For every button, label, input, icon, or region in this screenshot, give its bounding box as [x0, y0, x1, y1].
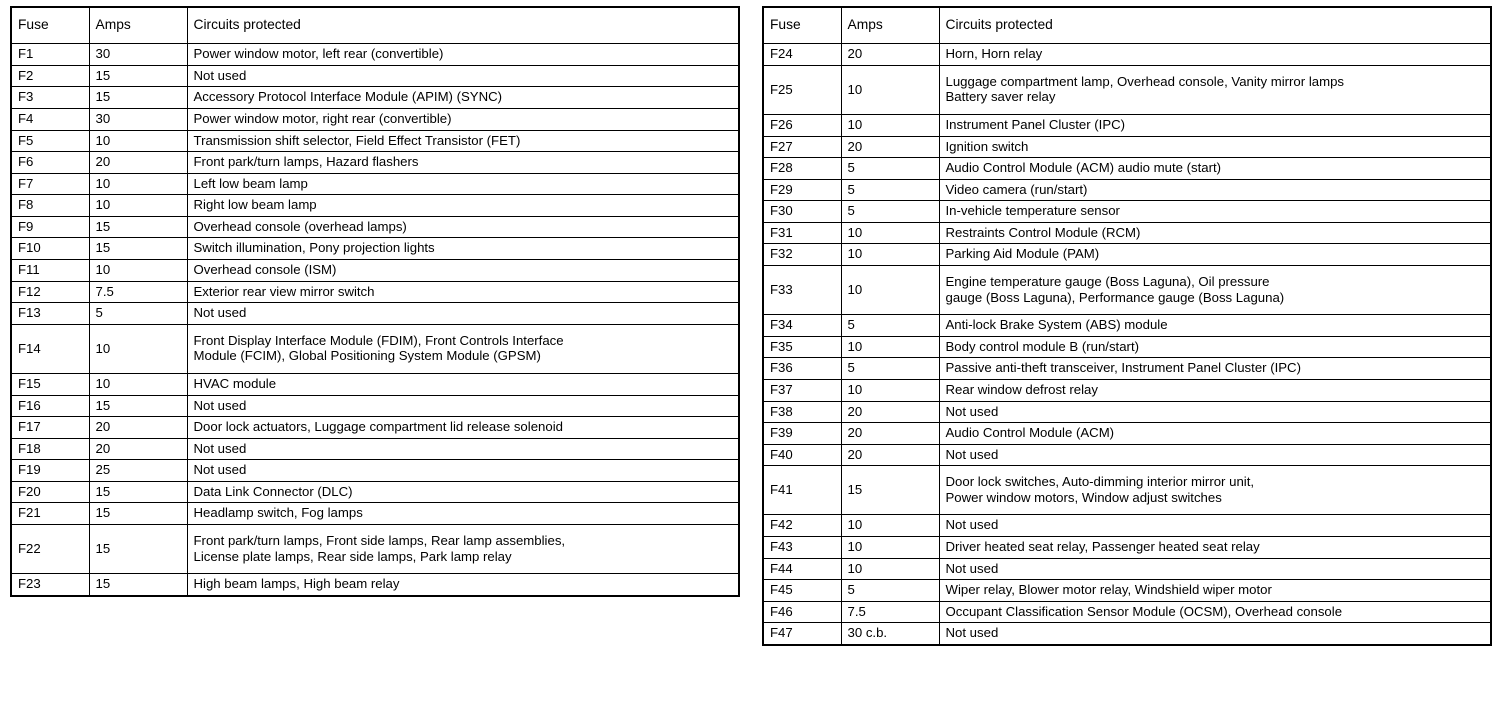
table-row — [11, 44, 739, 66]
cell-fuse: F15 — [11, 373, 89, 395]
circuit-line: Horn, Horn relay — [945, 46, 1043, 62]
table-row — [763, 358, 1491, 380]
cell-fuse: F40 — [763, 444, 841, 466]
cell-fuse: F31 — [763, 222, 841, 244]
cell-circuits — [939, 580, 1491, 602]
circuit-line: Video camera (run/start) — [945, 181, 1088, 197]
cell-fuse: F42 — [763, 515, 841, 537]
cell-circuits — [939, 515, 1491, 537]
table-row — [763, 179, 1491, 201]
table-row — [763, 401, 1491, 423]
table-row — [763, 536, 1491, 558]
cell-amps: 10 — [89, 195, 187, 217]
header-row — [763, 7, 1491, 44]
circuit-line: Front Display Interface Module (FDIM), Front Controls Interface — [193, 332, 564, 348]
cell-amps: 10 — [841, 266, 939, 315]
table-row — [11, 574, 739, 596]
cell-circuits — [939, 158, 1491, 180]
circuit-line: Power window motor, right rear (convertible) — [193, 111, 452, 126]
circuit-line: Not used — [945, 517, 999, 533]
cell-circuits — [187, 152, 739, 174]
circuit-line: Not used — [945, 403, 999, 419]
table-row — [763, 558, 1491, 580]
cell-fuse: F5 — [11, 130, 89, 152]
circuit-line: Passive anti-theft transceiver, Instrument Panel Cluster (IPC) — [945, 360, 1301, 376]
table-row — [11, 324, 739, 373]
cell-circuits — [187, 524, 739, 573]
cell-circuits — [187, 173, 739, 195]
cell-amps: 5 — [841, 201, 939, 223]
cell-circuits — [939, 623, 1491, 645]
cell-amps: 5 — [841, 179, 939, 201]
cell-amps: 20 — [841, 444, 939, 466]
cell-amps: 10 — [841, 515, 939, 537]
table-row — [11, 173, 739, 195]
circuit-line: Wiper relay, Blower motor relay, Windshield wiper motor — [945, 582, 1272, 598]
circuit-line: Not used — [193, 67, 247, 83]
circuit-line: Overhead console (ISM) — [193, 262, 337, 278]
table-row — [763, 580, 1491, 602]
cell-fuse: F25 — [763, 65, 841, 114]
header-fuse: Fuse — [11, 7, 89, 44]
table-row — [11, 373, 739, 395]
cell-circuits — [187, 395, 739, 417]
table-row — [763, 266, 1491, 315]
cell-circuits — [187, 260, 739, 282]
table-row — [11, 216, 739, 238]
cell-amps: 15 — [89, 238, 187, 260]
fuse-table-left — [10, 6, 740, 597]
cell-fuse: F26 — [763, 115, 841, 137]
table-row — [11, 303, 739, 325]
table-row — [11, 281, 739, 303]
table-row — [11, 260, 739, 282]
circuit-line: Not used — [945, 560, 999, 576]
cell-amps: 5 — [841, 358, 939, 380]
cell-amps: 10 — [841, 65, 939, 114]
circuit-line: Luggage compartment lamp, Overhead console, Vanity mirror lamps — [945, 73, 1344, 89]
circuit-line: Battery saver relay — [945, 89, 1056, 105]
cell-fuse: F43 — [763, 536, 841, 558]
cell-amps: 10 — [89, 324, 187, 373]
cell-amps: 10 — [841, 336, 939, 358]
cell-fuse: F36 — [763, 358, 841, 380]
cell-circuits — [939, 358, 1491, 380]
table-row — [763, 44, 1491, 66]
cell-fuse: F18 — [11, 438, 89, 460]
circuit-line: Not used — [193, 397, 247, 413]
cell-fuse: F44 — [763, 558, 841, 580]
table-row — [763, 244, 1491, 266]
header-circuits: Circuits protected — [187, 7, 739, 44]
cell-amps: 20 — [89, 417, 187, 439]
cell-amps: 5 — [89, 303, 187, 325]
cell-amps: 7.5 — [841, 601, 939, 623]
circuit-line: Audio Control Module (ACM) audio mute (start) — [945, 160, 1222, 176]
cell-circuits — [939, 423, 1491, 445]
header-fuse: Fuse — [763, 7, 841, 44]
table-row — [11, 503, 739, 525]
cell-fuse: F4 — [11, 109, 89, 131]
table-row — [763, 158, 1491, 180]
cell-circuits — [187, 324, 739, 373]
circuit-line: Door lock actuators, Luggage compartment lid release solenoid — [193, 419, 563, 435]
cell-fuse: F20 — [11, 481, 89, 503]
circuit-line: Front park/turn lamps, Hazard flashers — [193, 154, 419, 170]
cell-amps: 15 — [89, 216, 187, 238]
cell-fuse: F23 — [11, 574, 89, 596]
table-row — [11, 438, 739, 460]
cell-circuits — [187, 65, 739, 87]
cell-amps: 5 — [841, 158, 939, 180]
table-header-left — [11, 7, 739, 44]
circuit-line: Rear window defrost relay — [945, 381, 1098, 397]
circuit-line: Door lock switches, Auto-dimming interior mirror unit, — [945, 474, 1255, 490]
cell-fuse: F46 — [763, 601, 841, 623]
circuit-line: In-vehicle temperature sensor — [945, 203, 1120, 219]
cell-circuits — [187, 130, 739, 152]
cell-circuits — [187, 109, 739, 131]
table-row — [763, 222, 1491, 244]
table-row — [763, 466, 1491, 515]
table-row — [763, 423, 1491, 445]
cell-amps: 10 — [841, 115, 939, 137]
cell-circuits — [187, 460, 739, 482]
cell-fuse: F35 — [763, 336, 841, 358]
cell-amps: 10 — [89, 260, 187, 282]
cell-amps: 20 — [841, 423, 939, 445]
cell-circuits — [939, 536, 1491, 558]
circuit-line: Anti-lock Brake System (ABS) module — [945, 317, 1168, 333]
cell-fuse: F9 — [11, 216, 89, 238]
table-row — [763, 201, 1491, 223]
cell-amps: 15 — [89, 503, 187, 525]
cell-circuits — [187, 417, 739, 439]
cell-circuits — [187, 238, 739, 260]
table-row — [763, 65, 1491, 114]
table-row — [763, 601, 1491, 623]
circuit-line: License plate lamps, Rear side lamps, Park lamp relay — [193, 548, 512, 564]
cell-fuse: F41 — [763, 466, 841, 515]
cell-fuse: F17 — [11, 417, 89, 439]
circuit-line: Transmission shift selector, Field Effect Transistor (FET) — [193, 132, 521, 148]
cell-fuse: F6 — [11, 152, 89, 174]
cell-circuits — [187, 503, 739, 525]
table-row — [763, 315, 1491, 337]
cell-circuits — [187, 438, 739, 460]
cell-circuits — [187, 87, 739, 109]
table-row — [763, 379, 1491, 401]
cell-amps: 10 — [841, 244, 939, 266]
cell-fuse: F7 — [11, 173, 89, 195]
circuit-line: Body control module B (run/start) — [945, 338, 1139, 354]
cell-amps: 15 — [89, 481, 187, 503]
circuit-line: HVAC module — [193, 375, 277, 391]
fuse-table-right — [762, 6, 1492, 646]
cell-amps: 5 — [841, 315, 939, 337]
circuit-line: Driver heated seat relay, Passenger heated seat relay — [945, 538, 1260, 554]
cell-amps: 20 — [841, 401, 939, 423]
table-row — [11, 481, 739, 503]
circuit-line: Ignition switch — [945, 138, 1029, 154]
circuit-line: Front park/turn lamps, Front side lamps, Rear lamp assemblies, — [193, 532, 566, 548]
cell-amps: 25 — [89, 460, 187, 482]
cell-amps: 15 — [89, 65, 187, 87]
cell-amps: 15 — [89, 574, 187, 596]
cell-circuits — [187, 195, 739, 217]
table-row — [763, 136, 1491, 158]
cell-circuits — [939, 266, 1491, 315]
table-row — [763, 115, 1491, 137]
cell-amps: 10 — [89, 173, 187, 195]
circuit-line: Audio Control Module (ACM) — [945, 425, 1115, 441]
table-header-right — [763, 7, 1491, 44]
cell-fuse: F34 — [763, 315, 841, 337]
cell-amps: 20 — [89, 438, 187, 460]
cell-fuse: F14 — [11, 324, 89, 373]
fuse-table-left-panel — [10, 6, 740, 597]
circuit-line: Engine temperature gauge (Boss Laguna), Oil pressure — [945, 274, 1270, 290]
cell-circuits — [187, 216, 739, 238]
cell-fuse: F3 — [11, 87, 89, 109]
cell-fuse: F8 — [11, 195, 89, 217]
table-row — [11, 109, 739, 131]
cell-fuse: F1 — [11, 44, 89, 66]
cell-fuse: F11 — [11, 260, 89, 282]
cell-amps: 20 — [841, 136, 939, 158]
cell-fuse: F2 — [11, 65, 89, 87]
cell-fuse: F29 — [763, 179, 841, 201]
cell-amps: 20 — [89, 152, 187, 174]
cell-fuse: F33 — [763, 266, 841, 315]
header-amps: Amps — [89, 7, 187, 44]
cell-fuse: F32 — [763, 244, 841, 266]
circuit-line: gauge (Boss Laguna), Performance gauge (Boss Laguna) — [945, 289, 1285, 305]
cell-amps: 30 — [89, 109, 187, 131]
circuit-line: Power window motor, left rear (convertible) — [193, 46, 444, 62]
cell-circuits — [187, 373, 739, 395]
circuit-line: Exterior rear view mirror switch — [193, 283, 375, 299]
cell-fuse: F19 — [11, 460, 89, 482]
table-row — [763, 515, 1491, 537]
circuit-line: High beam lamps, High beam relay — [193, 576, 400, 592]
circuit-line: Accessory Protocol Interface Module (APIM) (SYNC) — [193, 89, 503, 105]
table-row — [11, 195, 739, 217]
circuit-line: Data Link Connector (DLC) — [193, 483, 353, 499]
circuit-line: Not used — [945, 625, 999, 641]
cell-fuse: F45 — [763, 580, 841, 602]
table-row — [11, 130, 739, 152]
cell-circuits — [939, 222, 1491, 244]
cell-circuits — [939, 558, 1491, 580]
table-row — [11, 395, 739, 417]
cell-circuits — [939, 244, 1491, 266]
cell-circuits — [939, 336, 1491, 358]
cell-fuse: F24 — [763, 44, 841, 66]
cell-amps: 10 — [841, 536, 939, 558]
cell-fuse: F28 — [763, 158, 841, 180]
header-circuits: Circuits protected — [939, 7, 1491, 44]
circuit-line: Parking Aid Module (PAM) — [945, 246, 1100, 262]
cell-amps: 30 c.b. — [841, 623, 939, 645]
circuit-line: Not used — [193, 305, 247, 321]
circuit-line: Not used — [193, 462, 247, 478]
circuit-line: Instrument Panel Cluster (IPC) — [945, 117, 1126, 132]
table-row — [11, 65, 739, 87]
cell-circuits — [187, 481, 739, 503]
cell-amps: 5 — [841, 580, 939, 602]
header-row — [11, 7, 739, 44]
table-row — [11, 87, 739, 109]
cell-circuits — [939, 136, 1491, 158]
table-row — [11, 524, 739, 573]
cell-circuits — [939, 115, 1491, 137]
circuit-line: Not used — [945, 446, 999, 462]
table-row — [11, 152, 739, 174]
circuit-line: Switch illumination, Pony projection lights — [193, 240, 435, 256]
cell-circuits — [939, 444, 1491, 466]
cell-circuits — [939, 601, 1491, 623]
cell-circuits — [939, 65, 1491, 114]
table-row — [11, 460, 739, 482]
cell-fuse: F21 — [11, 503, 89, 525]
cell-circuits — [939, 201, 1491, 223]
cell-amps: 20 — [841, 44, 939, 66]
cell-fuse: F16 — [11, 395, 89, 417]
circuit-line: Module (FCIM), Global Positioning System Module (GPSM) — [193, 348, 541, 364]
cell-amps: 10 — [841, 379, 939, 401]
cell-fuse: F30 — [763, 201, 841, 223]
cell-amps: 10 — [89, 373, 187, 395]
cell-circuits — [939, 379, 1491, 401]
cell-fuse: F12 — [11, 281, 89, 303]
circuit-line: Right low beam lamp — [193, 197, 317, 213]
fuse-table-right-panel — [762, 6, 1492, 646]
cell-circuits — [187, 281, 739, 303]
cell-amps: 15 — [89, 87, 187, 109]
cell-fuse: F47 — [763, 623, 841, 645]
cell-circuits — [939, 466, 1491, 515]
cell-fuse: F39 — [763, 423, 841, 445]
circuit-line: Left low beam lamp — [193, 175, 308, 191]
cell-circuits — [187, 44, 739, 66]
cell-fuse: F22 — [11, 524, 89, 573]
cell-fuse: F37 — [763, 379, 841, 401]
circuit-line: Occupant Classification Sensor Module (OCSM), Overhead console — [945, 603, 1343, 619]
cell-circuits — [187, 303, 739, 325]
cell-fuse: F38 — [763, 401, 841, 423]
cell-circuits — [939, 179, 1491, 201]
table-row — [11, 238, 739, 260]
table-row — [763, 623, 1491, 645]
circuit-line: Restraints Control Module (RCM) — [945, 224, 1141, 240]
cell-circuits — [939, 44, 1491, 66]
cell-amps: 10 — [841, 558, 939, 580]
cell-amps: 15 — [89, 395, 187, 417]
table-row — [763, 336, 1491, 358]
cell-fuse: F27 — [763, 136, 841, 158]
cell-circuits — [939, 315, 1491, 337]
cell-circuits — [187, 574, 739, 596]
cell-amps: 10 — [89, 130, 187, 152]
cell-fuse: F13 — [11, 303, 89, 325]
cell-amps: 30 — [89, 44, 187, 66]
cell-amps: 7.5 — [89, 281, 187, 303]
cell-amps: 15 — [89, 524, 187, 573]
cell-circuits — [939, 401, 1491, 423]
circuit-line: Not used — [193, 440, 247, 456]
table-row — [763, 444, 1491, 466]
cell-amps: 10 — [841, 222, 939, 244]
circuit-line: Overhead console (overhead lamps) — [193, 218, 407, 234]
circuit-line: Headlamp switch, Fog lamps — [193, 505, 363, 521]
table-row — [11, 417, 739, 439]
table-body-right — [763, 44, 1491, 645]
cell-amps: 15 — [841, 466, 939, 515]
header-amps: Amps — [841, 7, 939, 44]
cell-fuse: F10 — [11, 238, 89, 260]
table-body-left — [11, 44, 739, 596]
circuit-line: Power window motors, Window adjust switches — [945, 489, 1222, 505]
